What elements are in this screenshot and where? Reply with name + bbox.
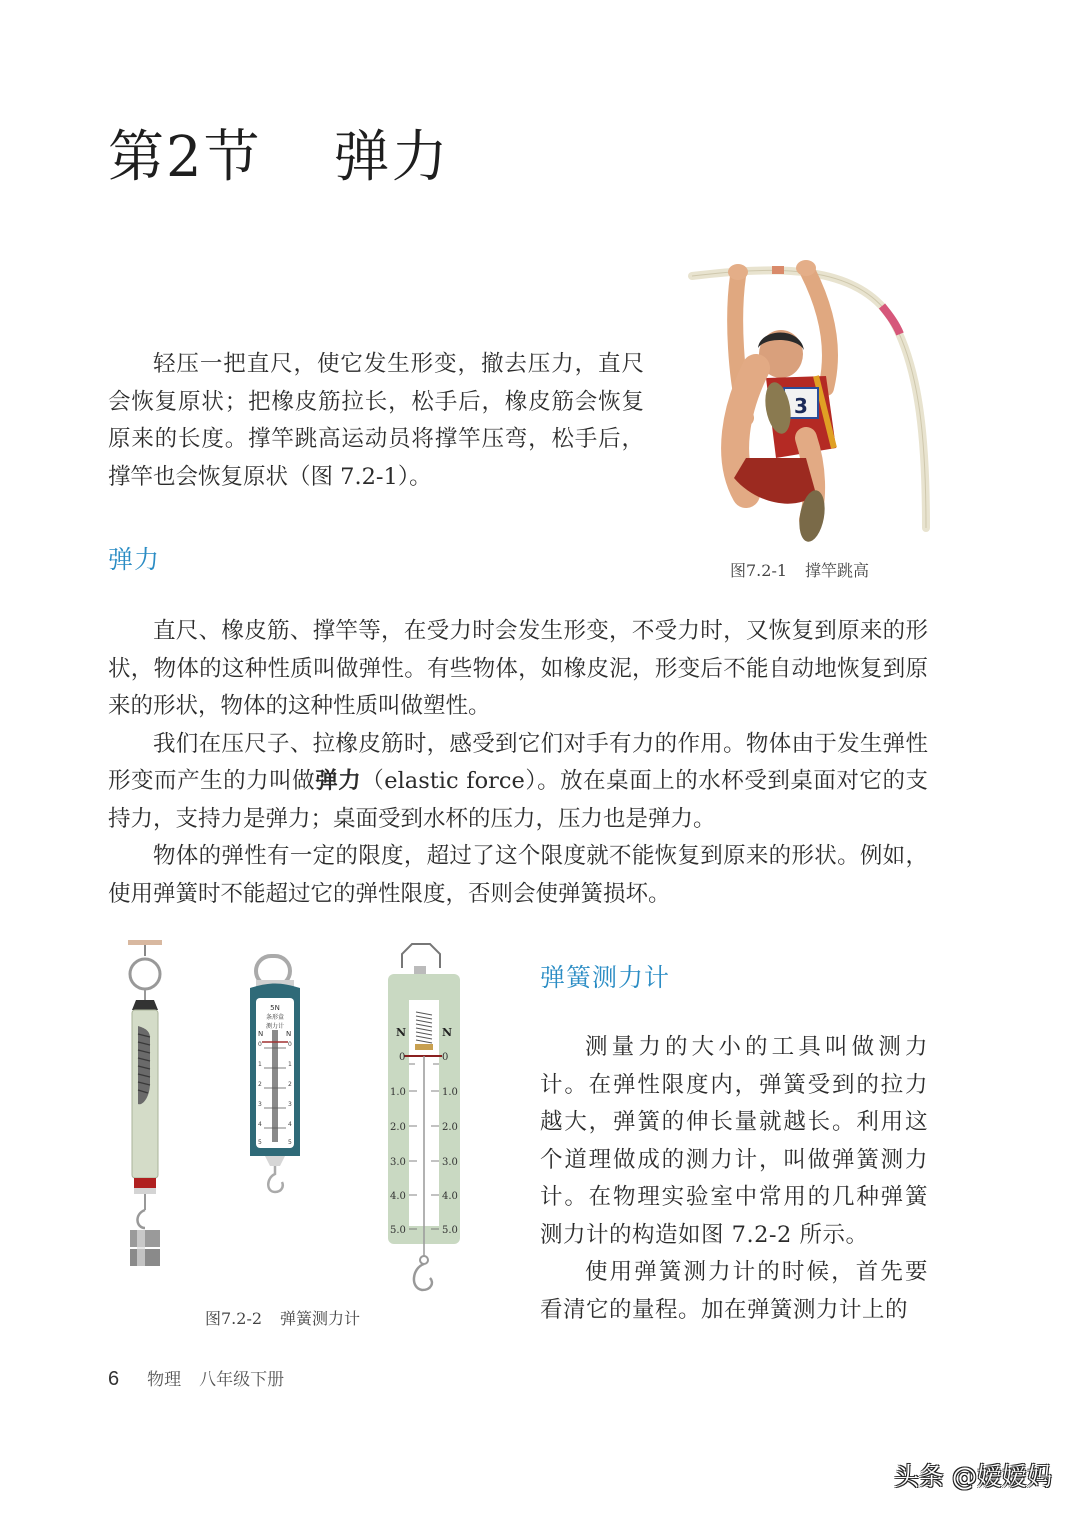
svg-text:0: 0: [399, 1052, 406, 1063]
svg-text:2.0: 2.0: [442, 1122, 458, 1133]
figure-pole-vault: [686, 258, 936, 548]
figure-2-caption: [205, 1306, 360, 1329]
section-title: [108, 122, 450, 194]
section-number: 第2节: [108, 125, 262, 190]
intro-paragraph: 轻压一把直尺，使它发生形变，撤去压力，直尺会恢复原状；把橡皮筋拉长，松手后，橡皮筋会恢复原来的长度。撑竿跳高运动员将撑竿压弯，松手后，撑竿也会恢复原状（图 7.2-1）。: [108, 351, 644, 490]
svg-text:3: 3: [794, 394, 808, 418]
figure-1-caption: [730, 558, 869, 581]
watermark: 头条 @嫒嫒妈: [894, 1462, 1052, 1491]
spring-scale-plate: [388, 944, 460, 1290]
svg-text:条形盒: 条形盒: [265, 1014, 285, 1021]
footer-book: 八年级下册: [199, 1370, 285, 1390]
figure-2-text: 弹簧测力计: [280, 1309, 361, 1328]
elastic-body: [108, 613, 928, 913]
svg-text:4.0: 4.0: [390, 1191, 406, 1202]
spring-scale-box: [250, 956, 300, 1192]
svg-text:0: 0: [442, 1052, 449, 1063]
heading-elastic-force: 弹力: [108, 545, 161, 574]
pole-vault-image: [686, 258, 936, 548]
svg-text:4: 4: [258, 1121, 262, 1128]
page-footer: [108, 1365, 284, 1391]
page-number: 6: [108, 1368, 120, 1390]
svg-text:3: 3: [258, 1101, 262, 1108]
svg-text:测力计: 测力计: [265, 1023, 285, 1030]
svg-text:1: 1: [258, 1061, 262, 1068]
heading-spring-scale: 弹簧测力计: [540, 963, 671, 992]
svg-text:3: 3: [288, 1101, 292, 1108]
paragraph-dynamometer: 测量力的大小的工具叫做测力计。在弹性限度内，弹簧受到的拉力越大，弹簧的伸长量就越长。利用这个道理做成的测力计，叫做弹簧测力计。在物理实验室中常用的几种弹簧测力计的构造如图 7.2-2 所示。: [540, 1034, 928, 1248]
svg-text:5: 5: [288, 1139, 292, 1146]
svg-text:0: 0: [288, 1041, 292, 1048]
spring-scale-tube: [128, 940, 162, 1266]
svg-text:N: N: [442, 1026, 453, 1039]
paragraph-range: 使用弹簧测力计的时候，首先要看清它的量程。加在弹簧测力计上的: [540, 1259, 928, 1323]
paragraph-elastic-limit: 物体的弹性有一定的限度，超过了这个限度就不能恢复到原来的形状。例如，使用弹簧时不能超过它的弹性限度，否则会使弹簧损坏。: [108, 843, 928, 907]
svg-text:2: 2: [288, 1081, 292, 1088]
section-title-text: 弹力: [333, 125, 450, 190]
svg-text:1: 1: [288, 1061, 292, 1068]
figure-1-number: 图7.2-1: [730, 561, 788, 580]
svg-text:2.0: 2.0: [390, 1122, 406, 1133]
svg-text:4: 4: [288, 1121, 292, 1128]
svg-text:5: 5: [258, 1139, 262, 1146]
svg-text:N: N: [396, 1026, 407, 1039]
svg-text:5.0: 5.0: [442, 1225, 458, 1236]
svg-text:N: N: [286, 1030, 292, 1038]
figure-2-number: 图7.2-2: [205, 1309, 263, 1328]
spring-scale-body: [540, 1029, 928, 1329]
paragraph-elasticity: 直尺、橡皮筋、撑竿等，在受力时会发生形变，不受力时，又恢复到原来的形状，物体的这种性质叫做弹性。有些物体，如橡皮泥，形变后不能自动地恢复到原来的形状，物体的这种性质叫做塑性。: [108, 618, 928, 719]
svg-text:2: 2: [258, 1081, 262, 1088]
svg-text:0: 0: [258, 1041, 262, 1048]
figure-spring-scales: [120, 938, 480, 1298]
footer-subject: 物理: [147, 1370, 182, 1390]
svg-text:3.0: 3.0: [442, 1157, 458, 1168]
figure-1-text: 撑竿跳高: [805, 561, 870, 580]
svg-text:N: N: [258, 1030, 264, 1038]
svg-text:4.0: 4.0: [442, 1191, 458, 1202]
keyword-elastic-force: 弹力: [315, 768, 362, 794]
svg-text:1.0: 1.0: [390, 1087, 406, 1098]
paragraph-elastic-force: 我们在压尺子、拉橡皮筋时，感受到它们对手有力的作用。物体由于发生弹性形变而产生的力叫做弹力（elastic force）。放在桌面上的水杯受到桌面对它的支持力，支持力是弹力；桌面受到水杯的压力，压力也是弹力。: [108, 730, 928, 832]
svg-text:3.0: 3.0: [390, 1157, 406, 1168]
svg-text:1.0: 1.0: [442, 1087, 458, 1098]
svg-text:5N: 5N: [270, 1004, 280, 1012]
svg-text:5.0: 5.0: [390, 1225, 406, 1236]
